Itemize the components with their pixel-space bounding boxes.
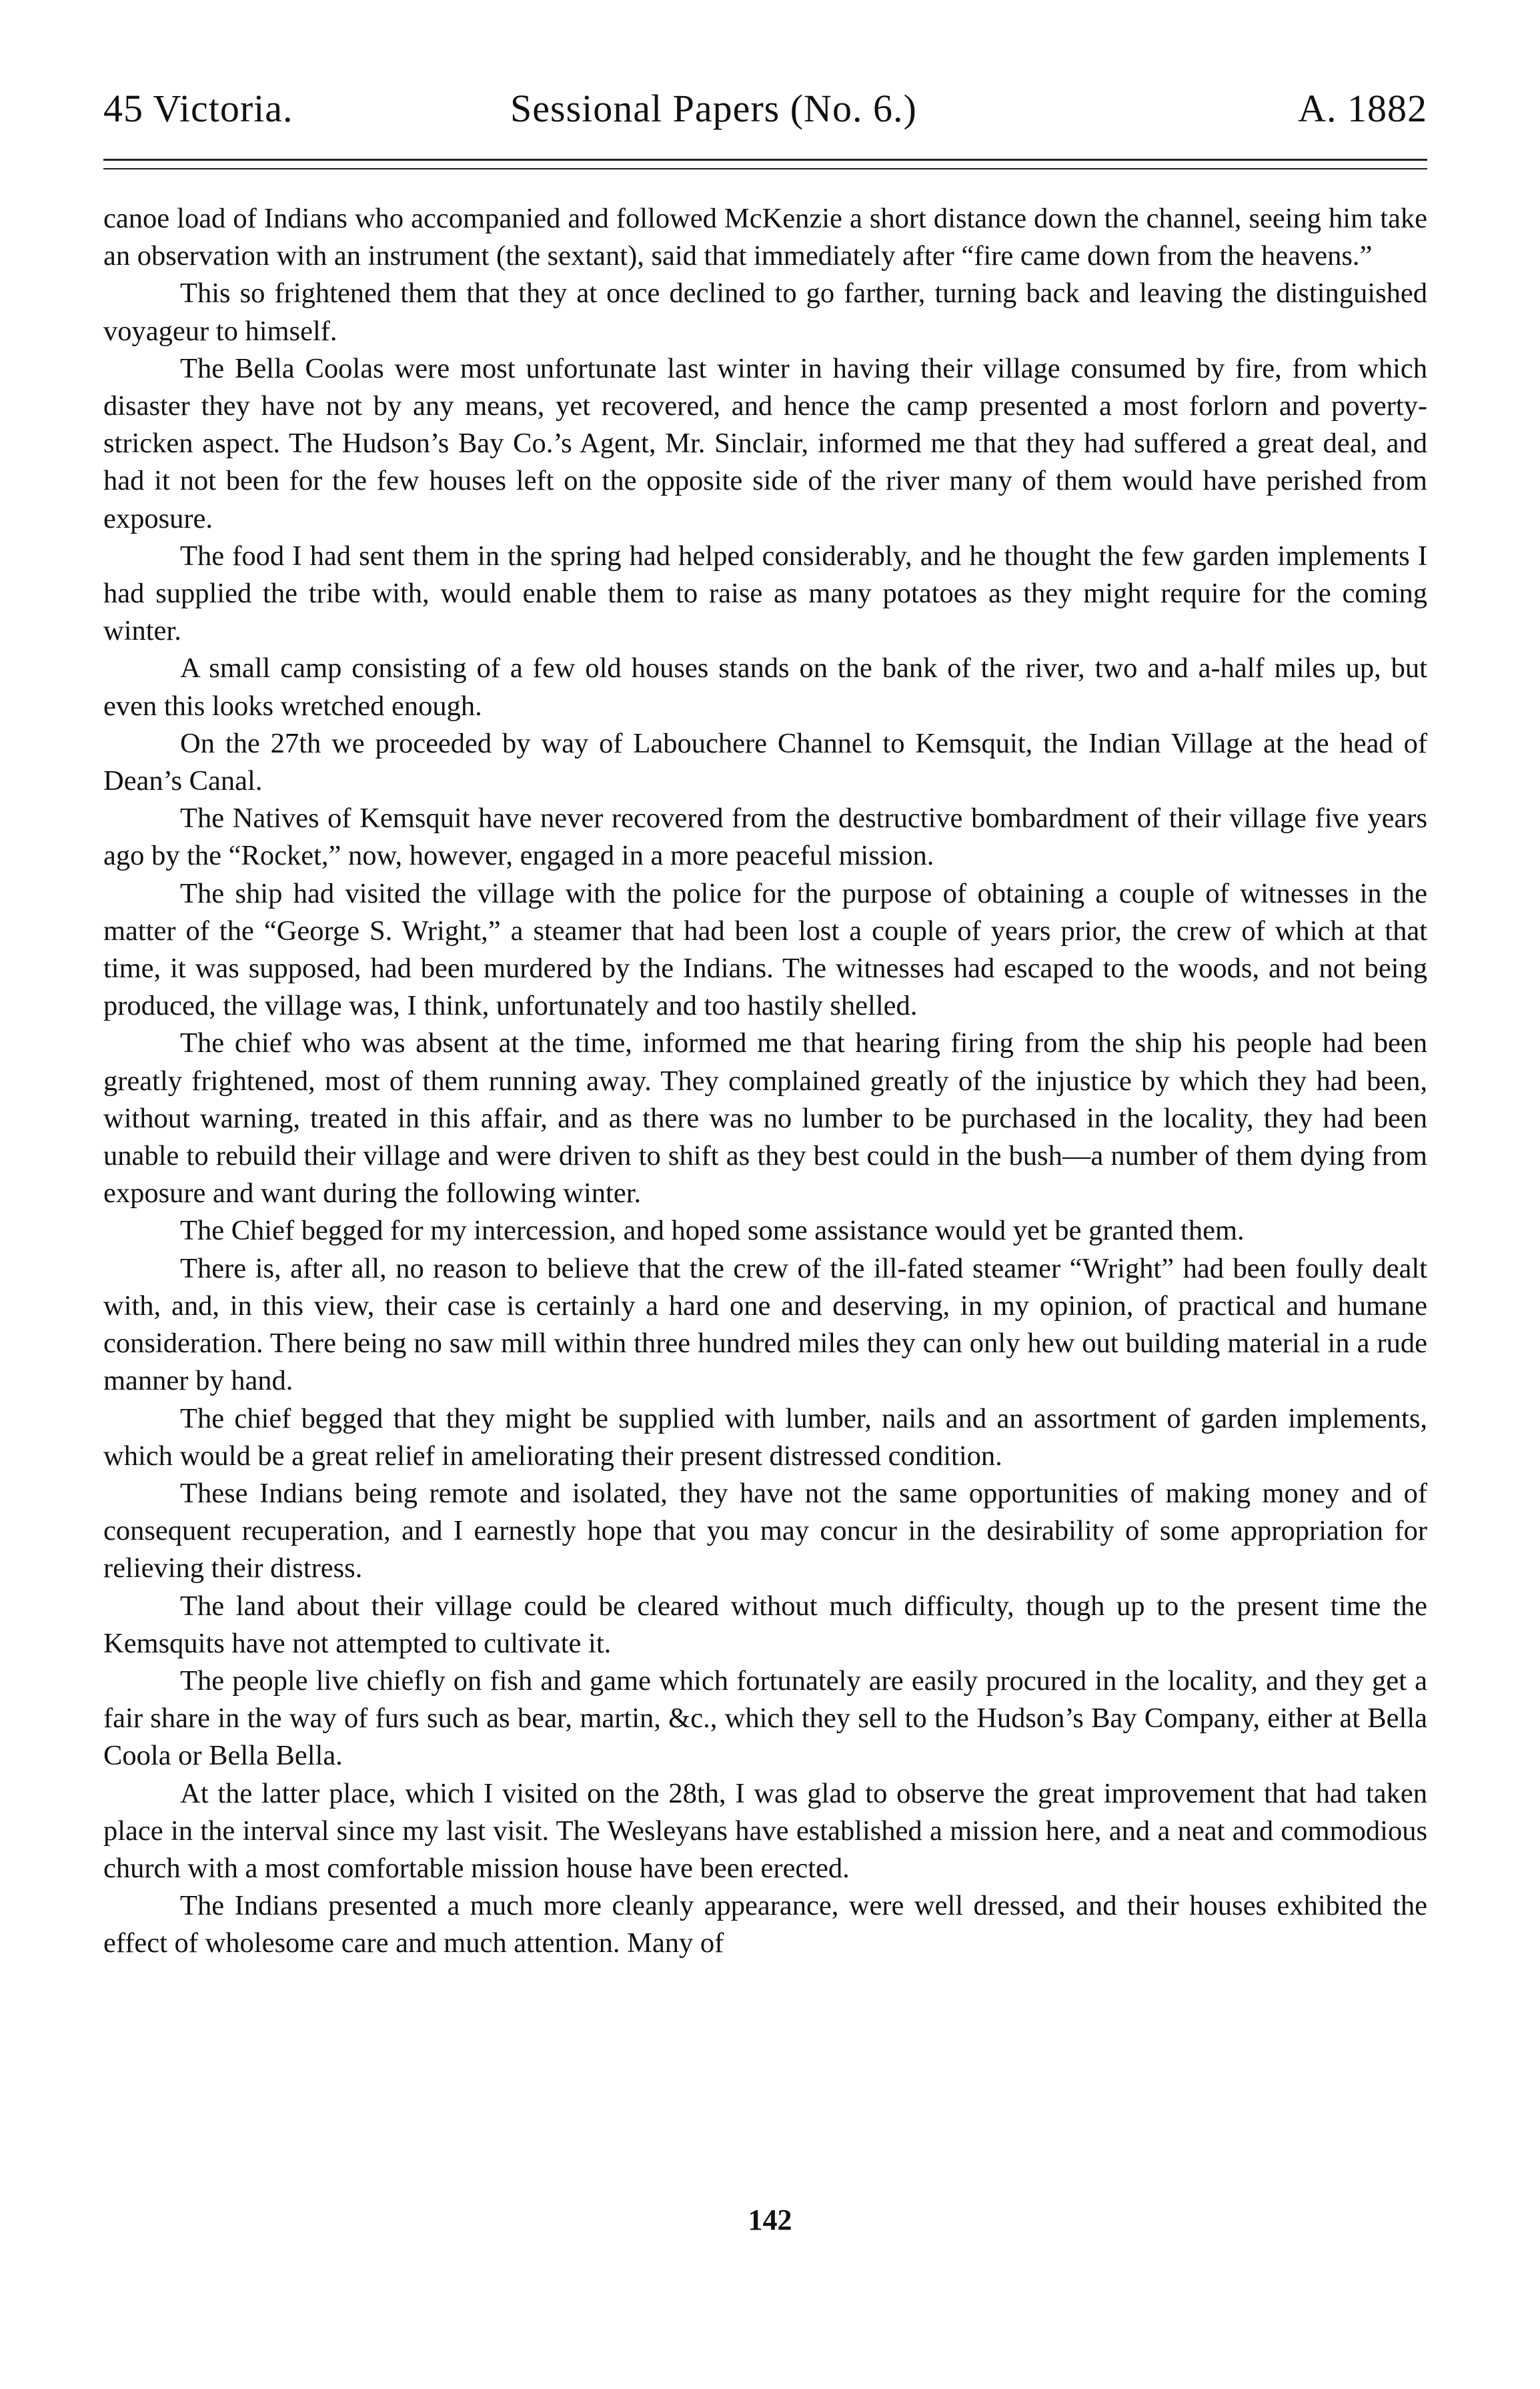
paragraph-7: The Natives of Kemsquit have never recovered from the destructive bombardment of their village five years ago by the “Rocket,” now, however, engaged in a more peaceful mission.	[103, 803, 1427, 872]
paragraph-15: The people live chiefly on fish and game which fortunately are easily procured in the locality, and they get a fair share in the way of furs such as bear, martin, &c., which they sell to the Hudson’s Bay Company, either at Bella Coola or Bella Bella.	[103, 1664, 1427, 1772]
page-number: 142	[748, 2204, 792, 2236]
paragraph-3: The Bella Coolas were most unfortunate last winter in having their village consumed by fire, from which disaster they have not by any means, yet recovered, and hence the camp presented a most forlorn and poverty-stricken aspect. The Hudson’s Bay Co.’s Agent, Mr. Sinclair, informed me that they had suffered a great deal, and had it not been for the few houses left on the opposite side of the river many of them would have perished from exposure.	[103, 352, 1427, 534]
paragraph-1: canoe load of Indians who accompanied and followed McKenzie a short distance down the channel, seeing him take an observation with an instrument (the sextant), said that immediately after “fire came down from the heavens.”	[103, 203, 1427, 272]
paragraph-9: The chief who was absent at the time, informed me that hearing firing from the ship his people had been greatly frightened, most of them running away. They complained greatly of the injustice by which they had been, without warning, treated in this affair, and as there was no lumber to be purchased in the locality, they had been unable to rebuild their village and were driven to shift as they best could in the bush—a number of them dying from exposure and want during the following winter.	[103, 1027, 1427, 1210]
paragraph-12: The chief begged that they might be supplied with lumber, nails and an assortment of garden implements, which would be a great relief in ameliorating their present distressed condition.	[103, 1402, 1427, 1472]
paragraph-14: The land about their village could be cleared without much difficulty, though up to the present time the Kemsquits have not attempted to cultivate it.	[103, 1590, 1427, 1659]
paragraph-4: The food I had sent them in the spring had helped considerably, and he thought the few garden implements I had supplied the tribe with, would enable them to raise as many potatoes as they might require for the coming winter.	[103, 540, 1427, 647]
paragraph-2: This so frightened them that they at once declined to go farther, turning back and leaving the distinguished voyageur to himself.	[103, 278, 1427, 347]
header-session: 45 Victoria.	[103, 87, 293, 130]
paragraph-10: The Chief begged for my intercession, and hoped some assistance would yet be granted them.	[180, 1215, 1245, 1247]
paragraph-8: The ship had visited the village with the police for the purpose of obtaining a couple of witnesses in the matter of the “George S. Wright,” a steamer that had been lost a couple of years prior, the crew of which at that time, it was supposed, had been murdered by the Indians. The witnesses had escaped to the woods, and not being produced, the village was, I think, unfortunately and too hastily shelled.	[103, 877, 1427, 1022]
paragraph-6: On the 27th we proceeded by way of Labouchere Channel to Kemsquit, the Indian Village at the head of Dean’s Canal.	[103, 727, 1427, 797]
body-text	[103, 200, 1427, 1963]
header-rule-bottom	[103, 168, 1427, 169]
paragraph-5: A small camp consisting of a few old houses stands on the bank of the river, two and a-half miles up, but even this looks wretched enough.	[103, 652, 1427, 722]
paragraph-11: There is, after all, no reason to believe that the crew of the ill-fated steamer “Wright” had been foully dealt with, and, in this view, their case is certainly a hard one and deserving, in my opinion, of practical and humane consideration. There being no saw mill within three hundred miles they can only hew out building material in a rude manner by hand.	[103, 1252, 1427, 1397]
running-header	[103, 79, 1427, 139]
paragraph-16: At the latter place, which I visited on the 28th, I was glad to observe the great improvement that had taken place in the interval since my last visit. The Wesleyans have established a mission here, and a neat and commodious church with a most comfortable mission house have been erected.	[103, 1777, 1427, 1884]
paragraph-17: The Indians presented a much more cleanly appearance, were well dressed, and their houses exhibited the effect of wholesome care and much attention. Many of	[103, 1890, 1427, 1959]
paragraph-13: These Indians being remote and isolated, they have not the same opportunities of making money and of consequent recuperation, and I earnestly hope that you may concur in the desirability of some appropriation for relieving their distress.	[103, 1477, 1427, 1584]
header-title: Sessional Papers (No. 6.)	[510, 87, 917, 130]
header-rule-top	[103, 159, 1427, 161]
header-year: A. 1882	[1298, 87, 1427, 130]
header-double-rule	[103, 159, 1427, 185]
